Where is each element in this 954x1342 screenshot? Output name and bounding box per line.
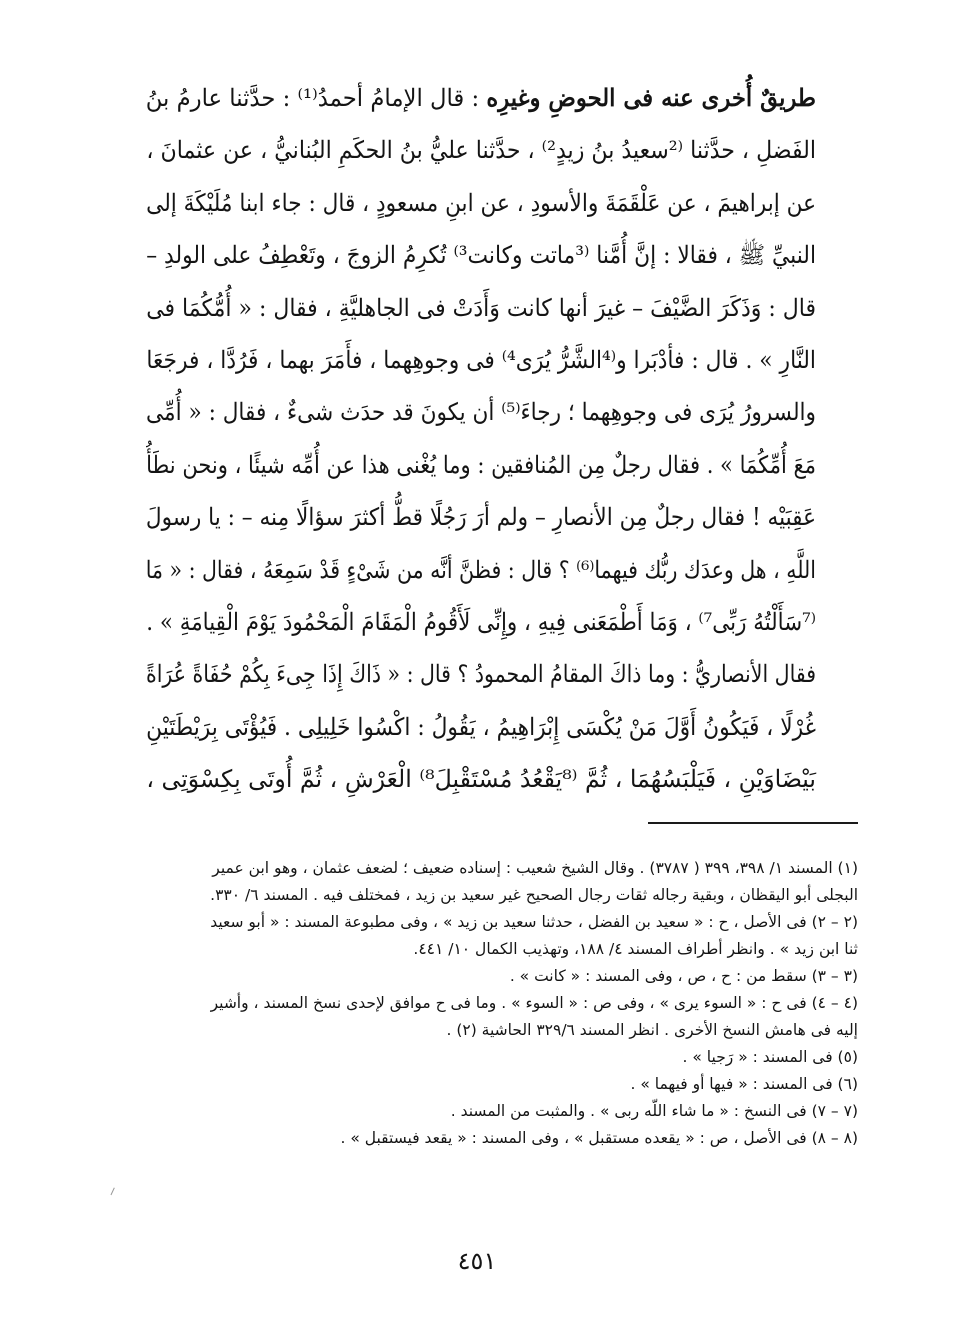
text-line: فقال الأنصاريُّ : وما ذاكَ المقامُ المحمودُ ؟ قال : « ذَاكَ إِذَا جِىءَ بِكُمْ حُفَاةً عُرَاةً [145,660,816,689]
text-line: ⁽⁷سَأَلْتُهُ رَبِّى⁷⁾ ، وَمَا أَطْمَعَنى فِيهِ ، وإِنِّى لَأَقُومُ الْمَقَامَ الْمَحْمُودَ يَوْمَ الْقِيامَةِ » . [146,607,816,636]
footnote-line: (٧ – ٧) فى النسخ : « ما شاء اللّه ربى » . والمثبت من المسند . [450,1102,858,1120]
scan-speck [110,1188,117,1197]
text-line: النبيِّ ﷺ ، فقالا : إنَّ أُمَّنا ⁽³ماتت وكانت³⁾ تُكرِمُ الزوجَ ، وتَعْطِفُ على الولدِ – [146,241,816,270]
text-line: اللَّهِ ، هل وعدَك ربُّك فيهما⁽⁶⁾ ؟ قال : فظنَّ أنَّه من شَىْءٍ قَدْ سَمِعَهُ ، فقال : « مَا [145,555,816,584]
footnote-line: (٨ – ٨) فى الأصل ، ص : « يقعده مستقبل » ، وفى المسند : « يقعد فيستقبل » . [340,1129,858,1147]
footnote-line: (٤ – ٤) فى ح : « السوء يرى » ، وفى ص : « السوء » . وما فى ح موافق لإحدى نسخ المسند ، وأشير [210,994,858,1012]
text-line: النَّارِ » . قال : فأدْبَرا و⁽⁴الشَّرُّ يُرَى⁴⁾ فى وجوهِهما ، فأَمَرَ بهما ، فَرُدَّا ، فرجَعَا [146,345,816,374]
text-line: عن إبراهيمَ ، عن عَلْقَمَةَ والأسودِ ، عن ابنِ مسعودٍ ، قال : جاء ابنا مُلَيْكَةَ إلى [146,188,816,217]
text-line: الفَضلِ ، حدَّثنا ⁽²سعيدُ بنُ زيدٍ²⁾ ، حدَّثنا عليُّ بنُ الحكَمِ البُنانيُّ ، عن عثمانَ ، [146,136,816,165]
footnote-line: (٣ – ٣) سقط من : ح ، ص ، وفى المسند : « كانت » . [509,967,858,985]
section-heading: طريقٌ أُخرى عنه فى الحوضِ وغيرِه [486,83,816,112]
text-line: بَيْضَاوَيْنِ ، فَيَلْبَسُهُمَا ، ثُمَّ ⁽⁸يَقْعُدُ مُسْتَقْبِلَ⁸⁾ الْعَرْشِ ، ثُمَّ أُوتَى بِكِسْوَتِى ، [146,765,816,794]
text-line: غُرْلًا ، فَيَكُونُ أَوَّلَ مَنْ يُكْسَى إِبْرَاهِيمُ ، يَقُولُ : اكْسُوا خَلِيلِى . فَيُؤْتَى بِرَيْطَتَيْنِ [146,712,816,741]
text-line: مَعَ أُمِّكُمَا » . فقال رجلٌ مِن المُنافقين : وما يُغْنى هذا عن أُمِّه شيئًا ، ونحن نطَأُ [146,450,817,479]
footnote-line: ثنا ابن زيد » . وانظر أطراف المسند ٤/ ١٨٨، وتهذيب الكمال ١٠/ ٤٤١. [413,940,858,958]
footnote-line: إليه فى هامش النسخ الأخرى . انظر المسند ٣٢٩/٦ الحاشية (٢) . [446,1021,858,1039]
page-number: ٤٥١ [457,1247,497,1275]
text-line [145,72,816,124]
footnote-line: البجلى أبو اليقظان ، وبقية رجاله ثقات رجال الصحيح غير سعيد بن زيد ، فمختلف فيه . المسند ٦/ ٣٣٠. [210,886,858,904]
text-line: والسرورُ يُرَى فى وجوهِهما ؛ رجاءَ⁽⁵⁾ أن يكونَ قد حدَث شىءٌ ، فقال : « أُمِّى [146,398,816,427]
footnote-line: (٥) فى المسند : « رَجيا » . [682,1048,858,1066]
footnote-line: (٦) فى المسند : « فيها أو فيهما » . [630,1075,858,1093]
footnote-line: (٢ – ٢) فى الأصل ، ح : « سعيد بن الفضل ، حدثنا سعيد بن زيد » ، وفى مطبوعة المسند : « أبو سعيد [210,913,858,931]
text-line: قال : وَذَكَرَ الضَّيْفَ – غيرَ أنها كانت وَأَدَتْ فى الجاهليَّةِ ، فقال : « أُمُّكُمَا فى [146,293,817,322]
text-line-run: : قال الإمامُ أحمدُ⁽¹⁾ : حدَّثنا عارمُ بنُ [145,84,480,112]
footnote-divider [648,822,858,824]
main-text [146,72,816,805]
footnotes [146,855,858,1152]
footnote-line: (١) المسند ١/ ٣٩٨، ٣٩٩ ( ٣٧٨٧) . وقال الشيخ شعيب : إسناده ضعيف ؛ لضعف عثمان ، وهو ابن عمير [212,859,858,877]
text-line: عَقِبَيْه ! فقال رجلٌ مِن الأنصارِ – ولم أرَ رَجُلًا قطُّ أكثرَ سؤالًا مِنه – : يا رسولَ [145,503,816,532]
